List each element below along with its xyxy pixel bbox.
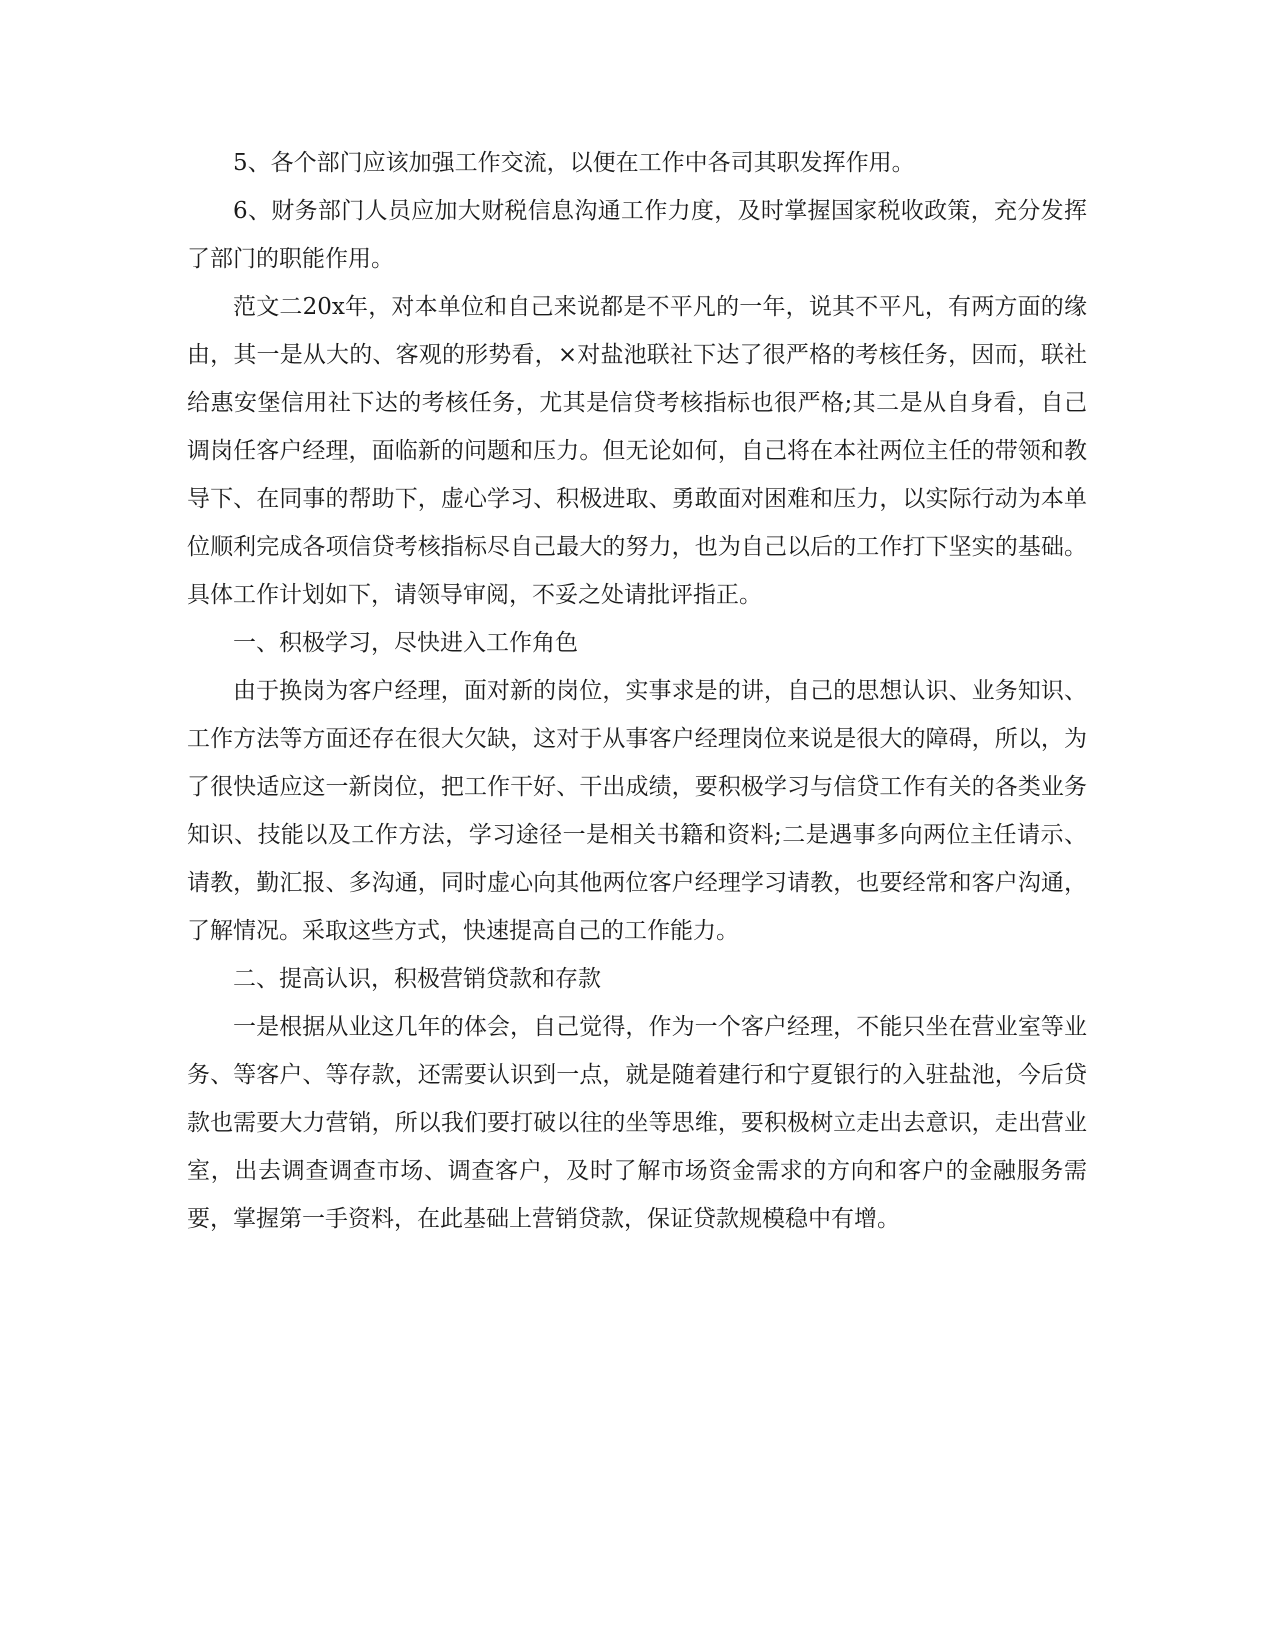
paragraph-section-one-body: 由于换岗为客户经理，面对新的岗位，实事求是的讲，自己的思想认识、业务知识、工作方法等方面还存在很大欠缺，这对于从事客户经理岗位来说是很大的障碍，所以，为了很快适应这一新岗位，把工作干好、干出成绩，要积极学习与信贷工作有关的各类业务知识、技能以及工作方法，学习途径一是相关书籍和资料;二是遇事多向两位主任请示、请教，勤汇报、多沟通，同时虚心向其他两位客户经理学习请教，也要经常和客户沟通，了解情况。采取这些方式，快速提高自己的工作能力。 [187,678,1087,944]
paragraph-item-6: 6、财务部门人员应加大财税信息沟通工作力度，及时掌握国家税收政策，充分发挥了部门的职能作用。 [187,198,1087,272]
section-heading-one: 一、积极学习，尽快进入工作角色 [233,630,578,656]
section-heading-two: 二、提高认识，积极营销贷款和存款 [233,966,601,992]
paragraph-item-5: 5、各个部门应该加强工作交流，以便在工作中各司其职发挥作用。 [233,150,915,176]
paragraph-sample-two-intro: 范文二20x年，对本单位和自己来说都是不平凡的一年，说其不平凡，有两方面的缘由，其一是从大的、客观的形势看，×对盐池联社下达了很严格的考核任务，因而，联社给惠安堡信用社下达的考核任务，尤其是信贷考核指标也很严格;其二是从自身看，自己调岗任客户经理，面临新的问题和压力。但无论如何，自己将在本社两位主任的带领和教导下、在同事的帮助下，虚心学习、积极进取、勇敢面对困难和压力，以实际行动为本单位顺利完成各项信贷考核指标尽自己最大的努力，也为自己以后的工作打下坚实的基础。具体工作计划如下，请领导审阅，不妥之处请批评指正。 [187,294,1087,608]
document-body [187,139,1087,1243]
paragraph-section-two-body: 一是根据从业这几年的体会，自己觉得，作为一个客户经理，不能只坐在营业室等业务、等客户、等存款，还需要认识到一点，就是随着建行和宁夏银行的入驻盐池，今后贷款也需要大力营销，所以我们要打破以往的坐等思维，要积极树立走出去意识，走出营业室，出去调查调查市场、调查客户，及时了解市场资金需求的方向和客户的金融服务需要，掌握第一手资料，在此基础上营销贷款，保证贷款规模稳中有增。 [187,1014,1087,1232]
